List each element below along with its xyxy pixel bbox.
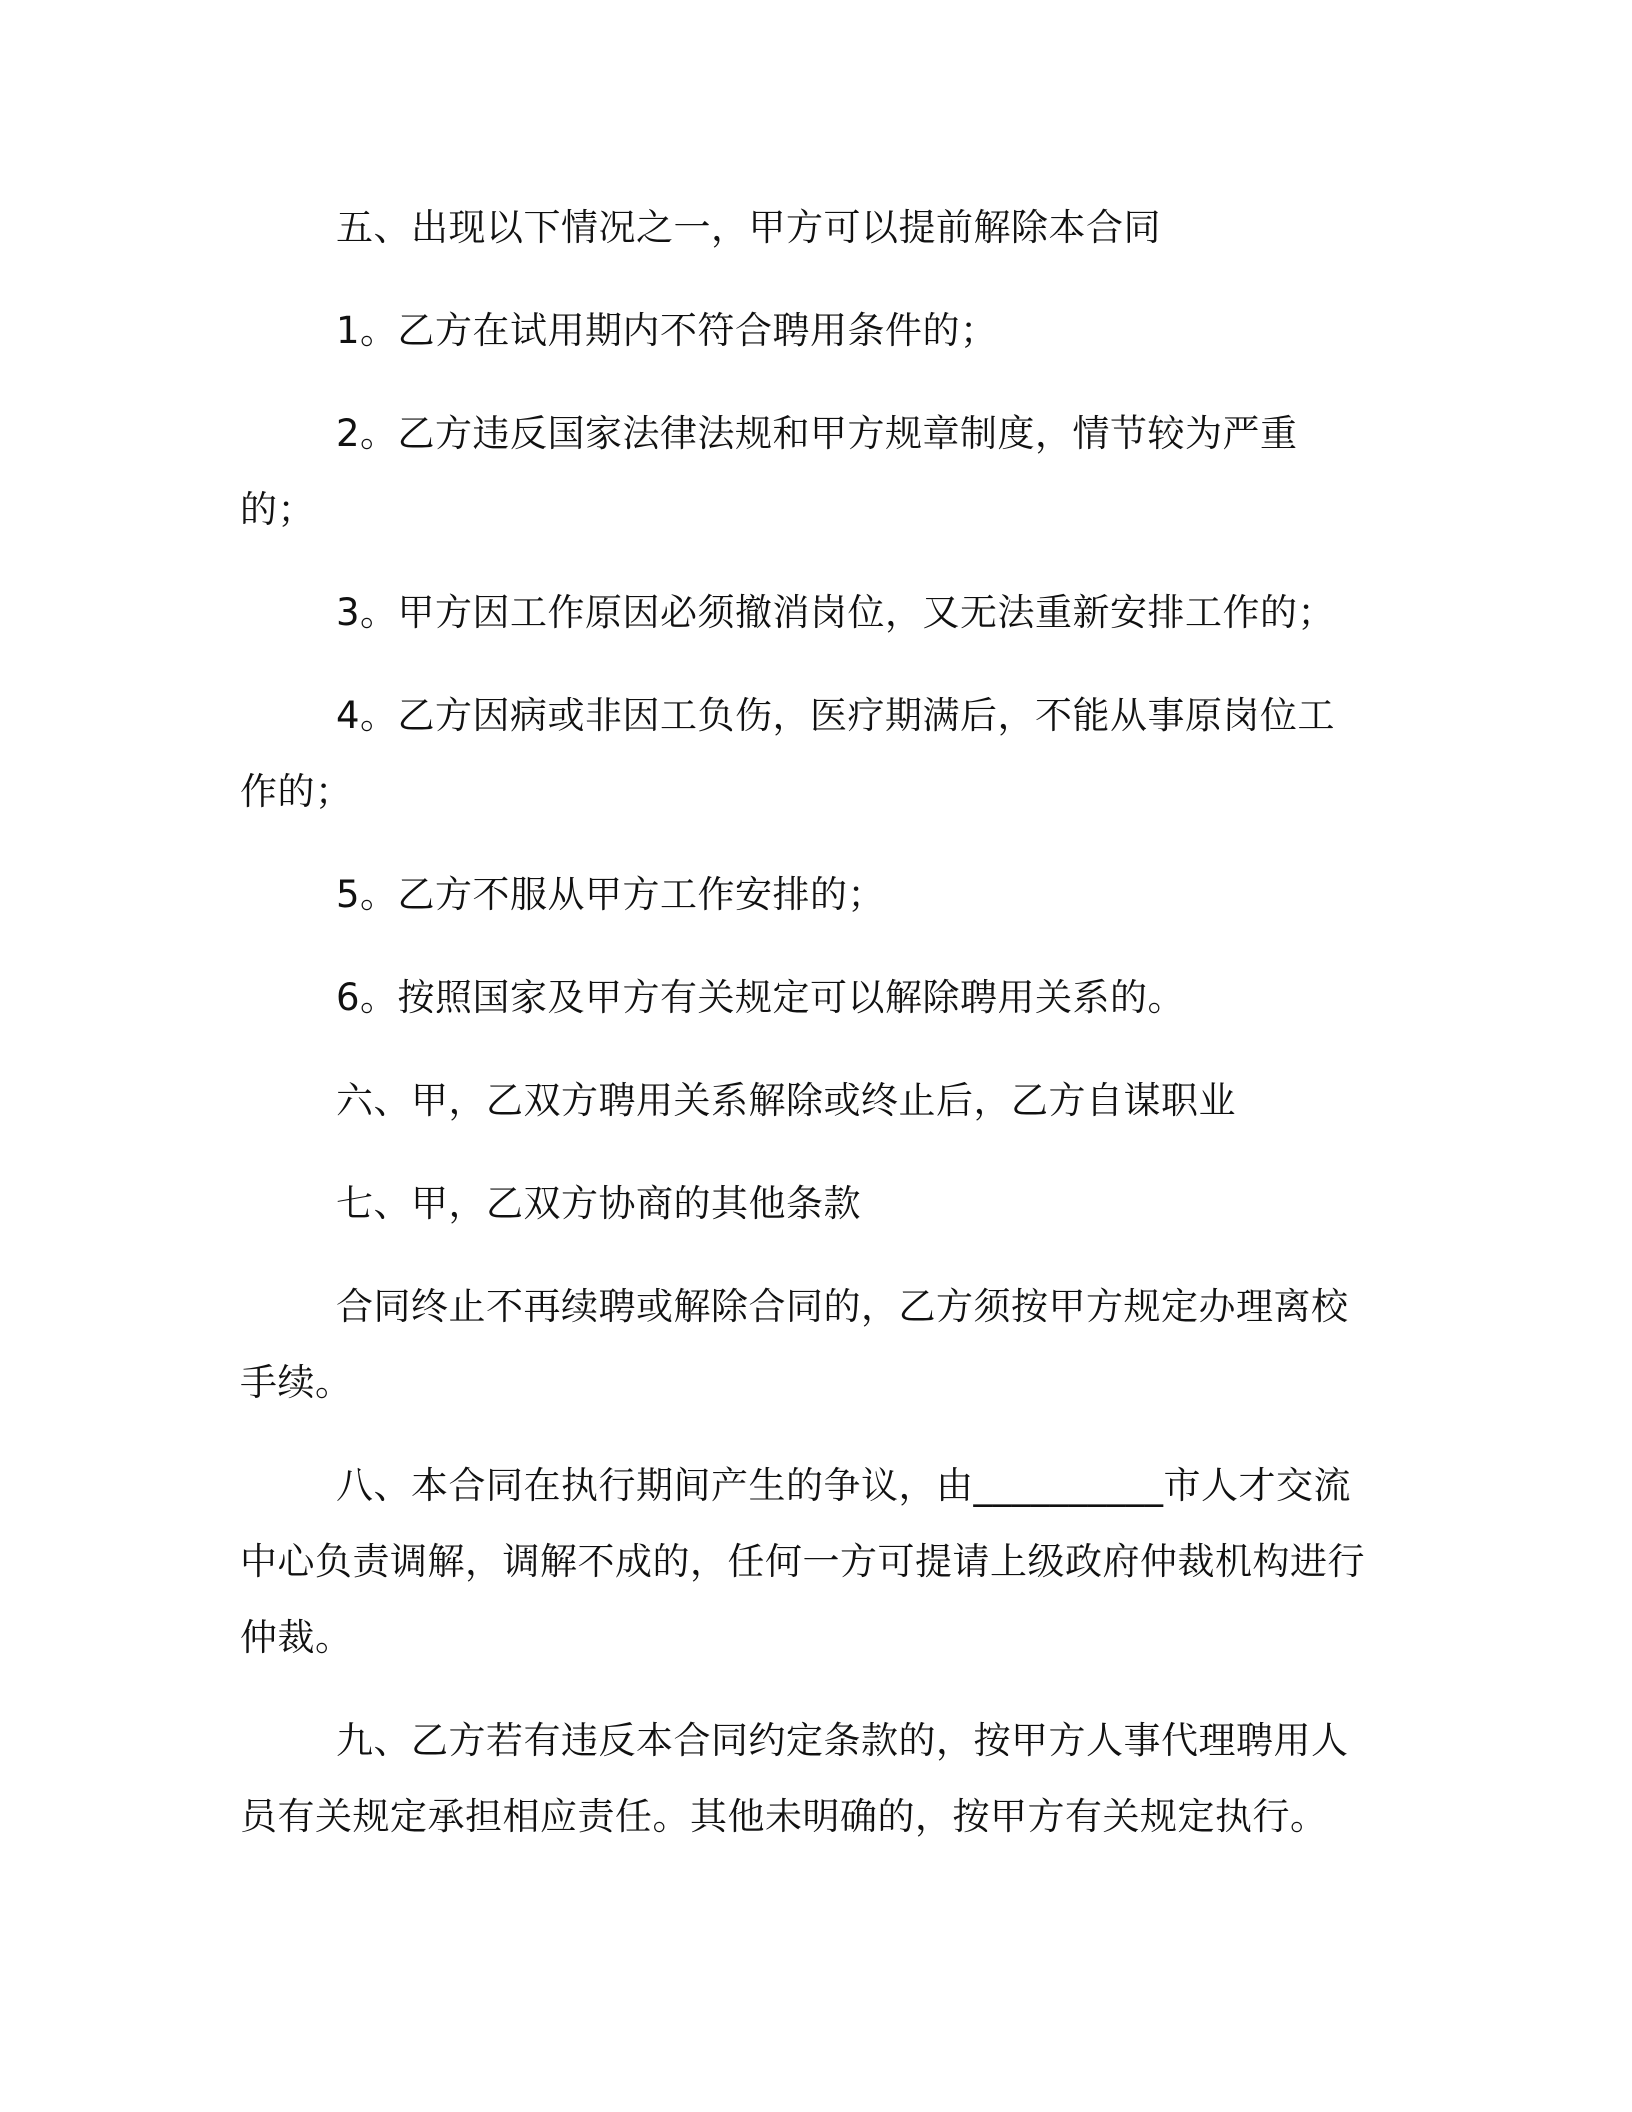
clause-6: 六、甲，乙双方聘用关系解除或终止后，乙方自谋职业 [336,1079,1236,1122]
document-body [240,190,1370,1882]
clause-5-item-3: 3。甲方因工作原因必须撤消岗位，又无法重新安排工作的； [336,591,1336,634]
clause-9: 九、乙方若有违反本合同约定条款的，按甲方人事代理聘用人员有关规定承担相应责任。其他未明确的，按甲方有关规定执行。 [240,1719,1349,1838]
clause-5-heading: 五、出现以下情况之一，甲方可以提前解除本合同 [336,206,1161,249]
clause-8: 八、本合同在执行期间产生的争议，由__________市人才交流中心负责调解，调解不成的，任何一方可提请上级政府仲裁机构进行仲裁。 [240,1464,1365,1659]
clause-7-body: 合同终止不再续聘或解除合同的，乙方须按甲方规定办理离校手续。 [240,1285,1349,1404]
clause-5-item-6: 6。按照国家及甲方有关规定可以解除聘用关系的。 [336,976,1186,1019]
clause-5-item-4: 4。乙方因病或非因工负伤，医疗期满后，不能从事原岗位工作的； [240,694,1336,813]
clause-5-item-2: 2。乙方违反国家法律法规和甲方规章制度，情节较为严重的； [240,412,1298,531]
clause-5-item-5: 5。乙方不服从甲方工作安排的； [336,873,886,916]
clause-7-heading: 七、甲，乙双方协商的其他条款 [336,1182,861,1225]
clause-5-item-1: 1。乙方在试用期内不符合聘用条件的； [336,309,998,352]
